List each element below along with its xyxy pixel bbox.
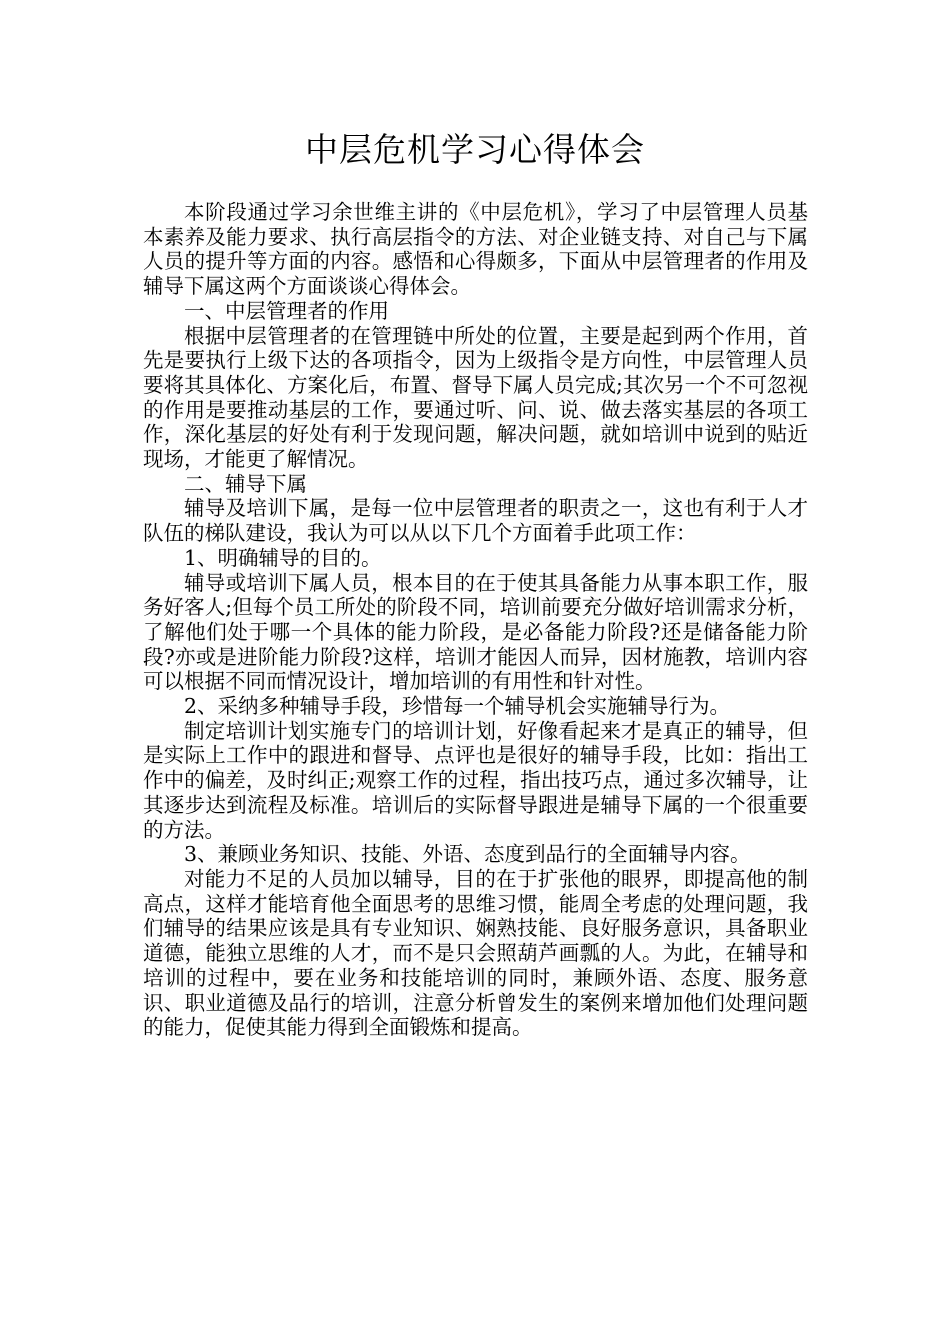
point-paragraph-3: 对能力不足的人员加以辅导，目的在于扩张他的眼界，即提高他的制高点，这样才能培育他全面思考的思维习惯，能周全考虑的处理问题，我们辅导的结果应该是具有专业知识、娴熟技能、良好服务意识，具备职业道德，能独立思维的人才，而不是只会照葫芦画瓢的人。为此，在辅导和培训的过程中，要在业务和技能培训的同时，兼顾外语、态度、服务意识、职业道德及品行的培训，注意分析曾发生的案例来增加他们处理问题的能力，促使其能力得到全面锻炼和提高。 [143,866,808,1040]
point-paragraph-1: 辅导或培训下属人员，根本目的在于使其具备能力从事本职工作，服务好客人;但每个员工所处的阶段不同，培训前要充分做好培训需求分析，了解他们处于哪一个具体的能力阶段，是必备能力阶段?还是储备能力阶段?亦或是进阶能力阶段?这样，培训才能因人而异，因材施教，培训内容可以根据不同而情况设计，增加培训的有用性和针对性。 [143,570,808,694]
point-paragraph-2: 制定培训计划实施专门的培训计划，好像看起来才是真正的辅导，但是实际上工作中的跟进和督导、点评也是很好的辅导手段，比如：指出工作中的偏差，及时纠正;观察工作的过程，指出技巧点，通过多次辅导，让其逐步达到流程及标准。培训后的实际督导跟进是辅导下属的一个很重要的方法。 [143,718,808,842]
section-heading-role: 一、中层管理者的作用 [184,298,389,323]
point-heading-3: 3、兼顾业务知识、技能、外语、态度到品行的全面辅导内容。 [184,842,751,867]
section-heading-coaching: 二、辅导下属 [184,471,307,496]
coaching-intro-paragraph: 辅导及培训下属，是每一位中层管理者的职责之一，这也有利于人才队伍的梯队建设，我认为可以从以下几个方面着手此项工作： [143,496,808,546]
document-title: 中层危机学习心得体会 [305,130,645,169]
intro-paragraph: 本阶段通过学习余世维主讲的《中层危机》，学习了中层管理人员基本素养及能力要求、执行高层指令的方法、对企业链支持、对自己与下属人员的提升等方面的内容。感悟和心得颇多，下面从中层管理者的作用及辅导下属这两个方面谈谈心得体会。 [143,200,808,299]
point-heading-2: 2、采纳多种辅导手段，珍惜每一个辅导机会实施辅导行为。 [184,694,731,719]
point-heading-1: 1、明确辅导的目的。 [184,545,382,570]
document-body [143,200,808,1040]
role-paragraph: 根据中层管理者的在管理链中所处的位置，主要是起到两个作用，首先是要执行上级下达的各项指令，因为上级指令是方向性，中层管理人员要将其具体化、方案化后，布置、督导下属人员完成;其次另一个不可忽视的作用是要推动基层的工作，要通过听、问、说、做去落实基层的各项工作，深化基层的好处有利于发现问题，解决问题，就如培训中说到的贴近现场，才能更了解情况。 [143,323,808,472]
